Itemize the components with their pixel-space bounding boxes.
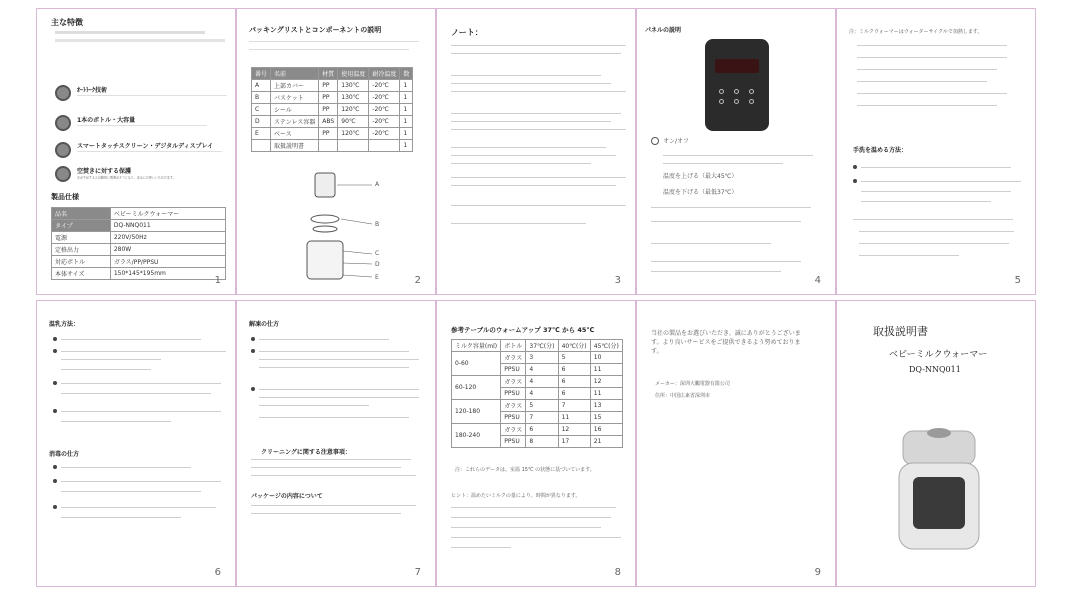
spec-key: 電源	[52, 232, 111, 244]
text-line	[451, 223, 586, 224]
text-line	[259, 359, 419, 360]
manual-page-2	[236, 8, 436, 295]
feature-title: ｵｰﾄﾄｰｸ技術	[77, 87, 108, 94]
table-row: A 上部カバー PP 130℃ -20℃ 1	[252, 80, 413, 92]
text-line	[651, 271, 781, 272]
text-line	[61, 383, 221, 384]
table-row: 60-120 ガラス 4 6 12	[452, 376, 623, 388]
text-line	[259, 405, 369, 406]
text-line	[857, 45, 1007, 46]
table-row: C シール PP 120℃ -20℃ 1	[252, 104, 413, 116]
panel-button	[719, 89, 724, 94]
sterilize-title: 消毒の仕方	[49, 451, 80, 458]
text-line	[61, 491, 201, 492]
spec-value: ガラス/PP/PPSU	[110, 256, 225, 268]
bullet	[853, 179, 857, 183]
text-line	[451, 185, 616, 186]
table-row: E ベース PP 120℃ -20℃ 1	[252, 128, 413, 140]
text-line	[451, 537, 621, 538]
text-line	[451, 517, 611, 518]
manual-page-4	[636, 8, 836, 295]
callout-label: E	[375, 274, 379, 281]
bullet	[251, 349, 255, 353]
feature-desc-line	[77, 125, 207, 126]
features-intro-line	[55, 31, 205, 34]
text-line	[663, 155, 813, 156]
col-header: 45℃(分)	[590, 340, 622, 352]
text-line	[61, 359, 161, 360]
page-number: 1	[214, 275, 221, 286]
text-line	[859, 231, 1014, 232]
spec-value: 280W	[110, 244, 225, 256]
text-line	[857, 57, 1007, 58]
page-number: 5	[1014, 275, 1021, 286]
bullet	[53, 381, 57, 385]
text-line	[861, 167, 1011, 168]
table-row: PPSU 8 17 21	[452, 436, 623, 448]
text-line	[259, 339, 389, 340]
panel-button	[719, 99, 724, 104]
power-icon	[651, 137, 659, 145]
page-number: 9	[814, 567, 821, 578]
col-header: 耐冷温度	[369, 68, 400, 80]
manual-page-5	[836, 8, 1036, 295]
text-line	[663, 163, 783, 164]
spec-key: タイプ	[52, 220, 111, 232]
page-number: 7	[414, 567, 421, 578]
text-line	[451, 45, 626, 46]
spec-value: 220V/50Hz	[110, 232, 225, 244]
text-line	[857, 81, 987, 82]
text-line	[651, 243, 771, 244]
callout-label: D	[375, 261, 380, 268]
col-header: ボトル	[501, 340, 526, 352]
text-line	[259, 389, 419, 390]
text-line	[61, 393, 211, 394]
manual-page-3	[436, 8, 636, 295]
components-table	[251, 67, 413, 152]
table-row: PPSU 7 11 15	[452, 412, 623, 424]
feature-desc: 水が不足すると自動的に電源がオフになり、安全にお使いいただけます。	[77, 176, 176, 180]
spec-value: DQ-NNQ011	[110, 220, 225, 232]
text-line	[451, 83, 611, 84]
text-line	[651, 221, 801, 222]
text-line	[251, 467, 401, 468]
text-line	[259, 351, 409, 352]
col-header: 37℃(分)	[526, 340, 558, 352]
text-line	[859, 255, 959, 256]
text-line	[451, 147, 606, 148]
panel-button	[734, 99, 739, 104]
feature-title: スマートタッチスクリーン・デジタルディスプレイ	[77, 143, 214, 150]
bullet	[53, 505, 57, 509]
manual-page-6	[36, 300, 236, 587]
cleaning-title: クリーニングに関する注意事項：	[261, 449, 351, 456]
col-header: 40℃(分)	[558, 340, 590, 352]
bullet	[853, 165, 857, 169]
text-line	[451, 507, 616, 508]
exploded-diagram	[297, 169, 417, 289]
feature-desc-line	[77, 95, 227, 96]
text-line	[451, 527, 601, 528]
text-line	[61, 411, 221, 412]
bottle-warmer-image	[879, 413, 999, 563]
text-line	[61, 339, 201, 340]
warmup-table-title: 参考テーブルのウォームアップ 37℃ から 45℃	[451, 326, 595, 334]
text-line	[451, 53, 621, 54]
bullet	[53, 337, 57, 341]
features-title: 主な特徴	[51, 18, 83, 27]
warmup-table	[451, 339, 623, 448]
table-footnote: 注：これらのデータは、室温 15℃ の状態に基づいています。	[455, 467, 595, 473]
p5-section-title: 手洗を温める方法：	[853, 147, 908, 154]
table-row: 120-180 ガラス 5 7 13	[452, 400, 623, 412]
product-name: ベビーミルクウォーマー	[889, 350, 988, 360]
text-line	[651, 207, 811, 208]
warming-title: 温乳方法：	[49, 321, 80, 328]
spec-key: 本体サイズ	[52, 268, 111, 280]
text-line	[859, 243, 1009, 244]
text-line	[853, 219, 1013, 220]
feature-title: 1本のボトル・大容量	[77, 117, 136, 124]
bullet	[251, 387, 255, 391]
spec-value: ベビーミルクウォーマー	[110, 208, 225, 220]
text-line	[451, 121, 611, 122]
feature-desc-line	[77, 151, 222, 152]
text-line	[857, 105, 997, 106]
feature-title: 空焚きに対する保護	[77, 168, 132, 175]
package-title: パッケージの内容について	[251, 493, 323, 500]
thaw-title: 解凍の仕方	[249, 321, 280, 328]
bullet	[53, 409, 57, 413]
bullet	[53, 479, 57, 483]
panel-item: オン/オフ	[663, 138, 689, 145]
text-line	[857, 93, 1007, 94]
hint-text: ヒント：温めたいミルクの量により、時間が異なります。	[451, 493, 581, 499]
table-row: B バスケット PP 130℃ -20℃ 1	[252, 92, 413, 104]
spec-value: 150*145*195mm	[110, 268, 225, 280]
bottle-icon	[55, 115, 71, 131]
maker-text: メーカー：深圳大鵬電器有限公司	[655, 381, 730, 387]
text-line	[861, 191, 1011, 192]
manual-page-9	[636, 300, 836, 587]
text-line	[651, 261, 801, 262]
manual-cover-page	[836, 300, 1036, 587]
text-line	[61, 481, 221, 482]
callout-label: B	[375, 221, 380, 228]
text-line	[259, 397, 419, 398]
panel-title: パネルの説明	[645, 27, 682, 34]
intro-line	[249, 49, 409, 50]
packing-list-title: パッキングリストとコンポーネントの説明	[249, 26, 382, 34]
thank-you-text: 当社の製品をお選びいただき、誠にありがとうございます。より良いサービスをご提供できるよう努めております。	[651, 330, 801, 355]
text-line	[451, 547, 511, 548]
features-intro-line	[55, 39, 225, 42]
text-line	[61, 421, 171, 422]
spec-key: 品名	[52, 208, 111, 220]
callout-label: A	[375, 181, 380, 188]
text-line	[451, 163, 591, 164]
panel-button	[734, 89, 739, 94]
page-number: 3	[614, 275, 621, 286]
table-row: PPSU 4 6 11	[452, 388, 623, 400]
table-row: PPSU 4 6 11	[452, 364, 623, 376]
text-line	[861, 201, 991, 202]
text-line	[451, 113, 621, 114]
col-header: 数	[400, 68, 413, 80]
dry-burn-protection-icon	[55, 166, 71, 182]
text-line	[857, 69, 997, 70]
table-row: 180-240 ガラス 6 12 16	[452, 424, 623, 436]
panel-button	[749, 89, 754, 94]
text-line	[251, 513, 401, 514]
manual-page-7	[236, 300, 436, 587]
spec-key: 対応ボトル	[52, 256, 111, 268]
text-line	[61, 467, 191, 468]
bullet	[53, 465, 57, 469]
text-line	[451, 129, 626, 130]
text-line	[61, 351, 226, 352]
callout-label: C	[375, 250, 380, 257]
col-header: 使用温度	[338, 68, 369, 80]
text-line	[451, 205, 626, 206]
manual-page-1	[36, 8, 236, 295]
page-number: 8	[614, 567, 621, 578]
text-line	[251, 459, 411, 460]
text-line	[61, 517, 181, 518]
text-line	[451, 155, 616, 156]
text-line	[251, 505, 416, 506]
p5-intro: 注：ミルクウォーマーはウォーターサイクルで加熱します。	[849, 29, 983, 35]
intro-line	[249, 41, 419, 42]
text-line	[61, 369, 151, 370]
panel-button	[749, 99, 754, 104]
spec-key: 定格出力	[52, 244, 111, 256]
col-header: ミルク容量(ml)	[452, 340, 501, 352]
page-number: 4	[814, 275, 821, 286]
col-header: 材質	[319, 68, 338, 80]
text-line	[451, 177, 626, 178]
display-screen	[715, 59, 759, 73]
panel-item: 温度を上げる（最大45℃）	[663, 173, 738, 180]
panel-item: 温度を下げる（最低37℃）	[663, 189, 738, 196]
text-line	[451, 75, 601, 76]
address-text: 住所：中国広東省深圳市	[655, 393, 711, 399]
cover-title: 取扱説明書	[873, 325, 928, 338]
text-line	[451, 91, 626, 92]
control-panel-image	[705, 39, 769, 131]
text-line	[251, 475, 416, 476]
col-header: 番号	[252, 68, 271, 80]
model-number: DQ-NNQ011	[909, 365, 961, 374]
text-line	[61, 507, 216, 508]
page-number: 6	[214, 567, 221, 578]
table-row: 取扱説明書 1	[252, 140, 413, 152]
table-row: D ステンレス容器 ABS 90℃ -20℃ 1	[252, 116, 413, 128]
text-line	[259, 417, 409, 418]
table-row: 0-60 ガラス 3 5 10	[452, 352, 623, 364]
text-line	[259, 367, 409, 368]
text-line	[861, 181, 1021, 182]
page-number: 2	[414, 275, 421, 286]
bullet	[53, 349, 57, 353]
spec-table	[51, 207, 226, 280]
auto-cook-icon	[55, 85, 71, 101]
touchscreen-icon	[55, 142, 71, 158]
bullet	[251, 337, 255, 341]
manual-page-8	[436, 300, 636, 587]
spec-title: 製品仕様	[51, 193, 79, 201]
col-header: 名前	[271, 68, 319, 80]
notes-title: ノート：	[451, 28, 483, 37]
